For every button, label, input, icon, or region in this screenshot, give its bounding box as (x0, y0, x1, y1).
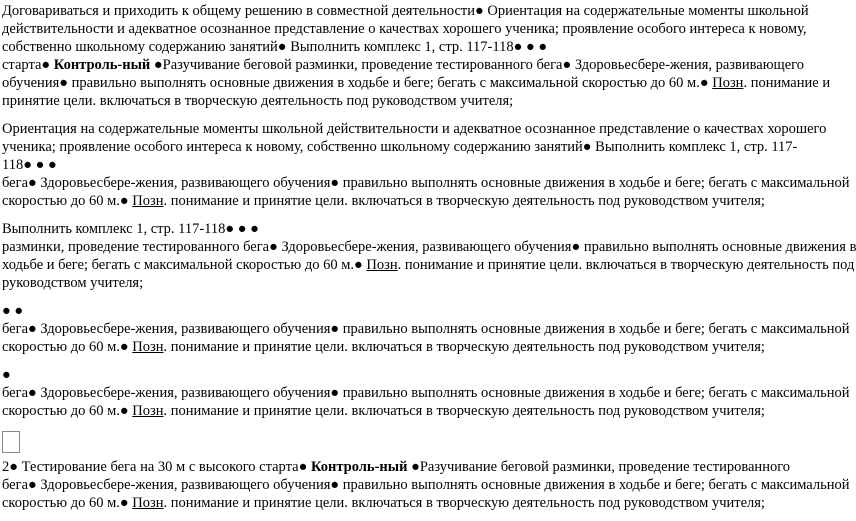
p6-line-3-end: . понимание и принятие цели. включаться в творческую деятельность под руководством учителя; (163, 495, 765, 511)
p5-line-3-start: скоростью до 60 м.● (2, 403, 133, 419)
p3-line-2: разминки, проведение тестированного бега● Здоровьесбере-жения, развивающего обучения● правильно выполнять основные движения в (2, 239, 856, 255)
p2-line-3: 118● ● ● (2, 157, 57, 173)
p5-line-1: ● (2, 367, 11, 383)
p5-line-2: бега● Здоровьесбере-жения, развивающего обучения● правильно выполнять основные движения в ходьбе и беге; бегать с максимальной (2, 385, 850, 401)
pozn-link[interactable]: Позн (132, 339, 164, 355)
p1-line-2: действительности и адекватное осознанное представление о качествах хорошего ученика; проявление особого интереса к новому, (2, 21, 807, 37)
p1-line-5 (2, 74, 830, 92)
p1-line-4 (2, 56, 804, 74)
p1-line-5-start: обучения● правильно выполнять основные движения в ходьбе и беге; бегать с максимальной скоростью до 60 м.● (2, 75, 713, 91)
p3-line-3-start: ходьбе и беге; бегать с максимальной скоростью до 60 м.● (2, 257, 367, 273)
pozn-link[interactable]: Позн (132, 403, 164, 419)
p1-line-6: принятие цели. включаться в творческую деятельность под руководством учителя; (2, 93, 514, 109)
p3-line-1: Выполнить комплекс 1, стр. 117-118● ● ● (2, 221, 259, 237)
p4-line-1: ● ● (2, 303, 24, 319)
p3-line-3 (2, 256, 854, 274)
pozn-link[interactable]: Позн (712, 75, 744, 91)
p4-line-2: бега● Здоровьесбере-жения, развивающего обучения● правильно выполнять основные движения в ходьбе и беге; бегать с максимальной (2, 321, 850, 337)
pozn-link[interactable]: Позн (132, 193, 164, 209)
p3-line-4: руководством учителя; (2, 275, 144, 291)
p6-line-1 (2, 458, 790, 476)
p4-line-3-start: скоростью до 60 м.● (2, 339, 133, 355)
control-label: Контроль-ный (53, 57, 154, 73)
empty-checkbox[interactable] (2, 431, 20, 453)
p1-line-5-end: . понимание и (743, 75, 831, 91)
p4-line-3 (2, 338, 765, 356)
control-label: Контроль-ный (310, 459, 412, 475)
p2-line-5-start: скоростью до 60 м.● (2, 193, 133, 209)
p2-line-2: ученика; проявление особого интереса к новому, собственно школьному содержанию занятий● Выполнить комплекс 1, стр. 117- (2, 139, 798, 155)
p6-line-1-end: ●Разучивание беговой разминки, проведение тестированного (411, 459, 791, 475)
p1-line-4-start: старта● (2, 57, 54, 73)
p4-line-3-end: . понимание и принятие цели. включаться в творческую деятельность под руководством учителя; (163, 339, 765, 355)
p1-line-3: собственно школьному содержанию занятий● Выполнить комплекс 1, стр. 117-118● ● ● (2, 39, 548, 55)
p6-line-3 (2, 494, 765, 512)
pozn-link[interactable]: Позн (366, 257, 398, 273)
p2-line-4: бега● Здоровьесбере-жения, развивающего обучения● правильно выполнять основные движения в ходьбе и беге; бегать с максимальной (2, 175, 850, 191)
p1-line-4-end: ●Разучивание беговой разминки, проведение тестированного бега● Здоровьесбере-жения, развивающего (153, 57, 804, 73)
p2-line-5-end: . понимание и принятие цели. включаться в творческую деятельность под руководством учителя; (163, 193, 765, 209)
p5-line-3 (2, 402, 765, 420)
p2-line-5 (2, 192, 765, 210)
p6-line-3-start: скоростью до 60 м.● (2, 495, 133, 511)
p6-line-1-start: 2● Тестирование бега на 30 м с высокого старта● (2, 459, 311, 475)
p6-line-2: бега● Здоровьесбере-жения, развивающего обучения● правильно выполнять основные движения в ходьбе и беге; бегать с максимальной (2, 477, 850, 493)
pozn-link[interactable]: Позн (132, 495, 164, 511)
p1-line-1: Договариваться и приходить к общему решению в совместной деятельности● Ориентация на содержательные моменты школьной (2, 3, 809, 19)
p5-line-3-end: . понимание и принятие цели. включаться в творческую деятельность под руководством учителя; (163, 403, 765, 419)
p3-line-3-end: . понимание и принятие цели. включаться в творческую деятельность под (397, 257, 855, 273)
p2-line-1: Ориентация на содержательные моменты школьной действительности и адекватное осознанное представление о качествах хорошего (2, 121, 827, 137)
